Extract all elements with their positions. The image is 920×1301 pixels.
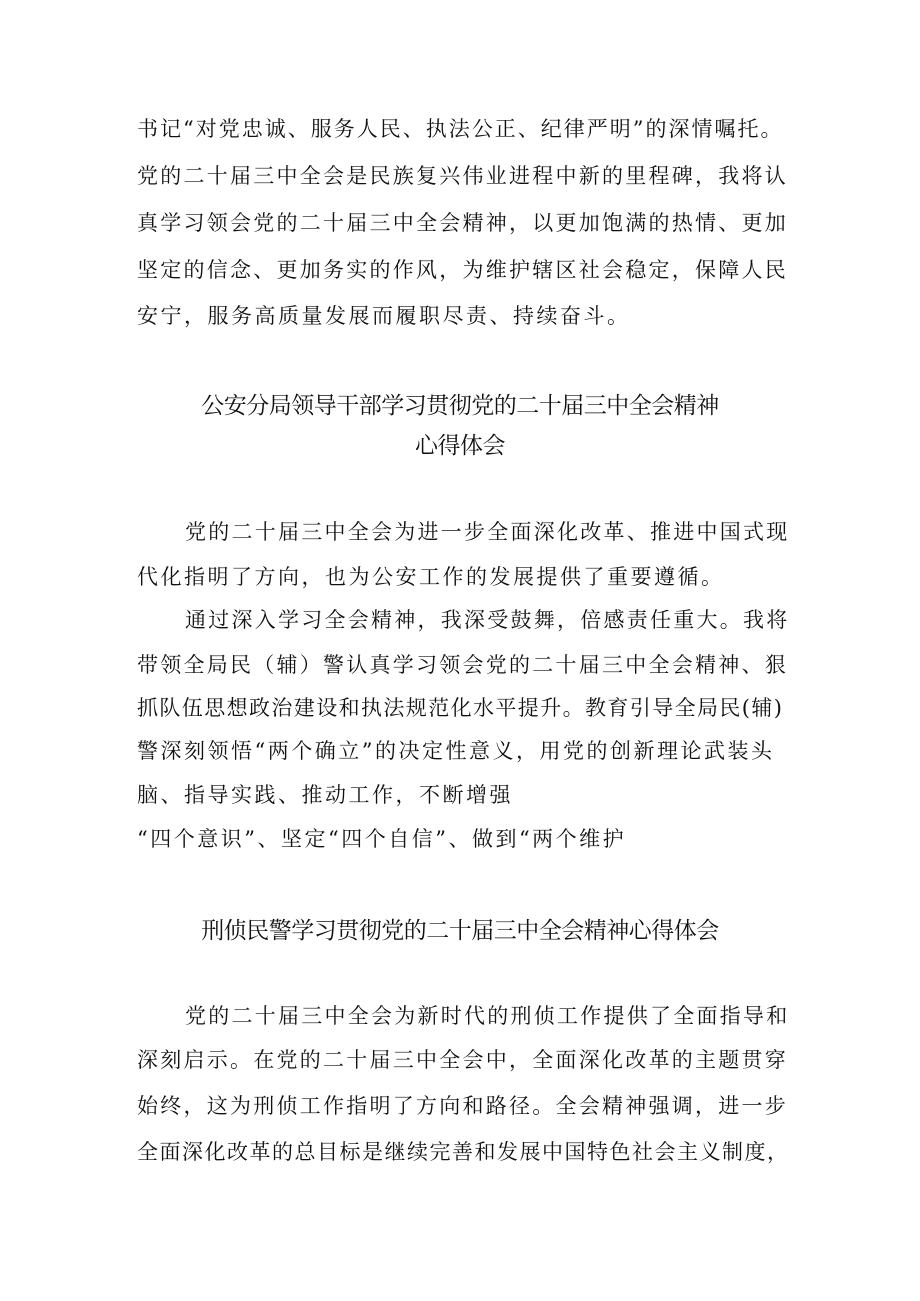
paragraph-line: 脑、指导实践、推动工作，不断增强 — [137, 783, 513, 807]
section-title: 公安分局领导干部学习贯彻党的二十届三中全会精神 — [201, 393, 719, 419]
paragraph-line: 真学习领会党的二十届三中全会精神，以更加饱满的热情、更加 — [137, 211, 788, 235]
paragraph-line: 警深刻领悟“两个确立”的决定性意义，用党的创新理论武装头 — [137, 739, 775, 763]
paragraph-line: 深刻启示。在党的二十届三中全会中，全面深化改革的主题贯穿 — [137, 1048, 788, 1072]
paragraph-line: 党的二十届三中全会为进一步全面深化改革、推进中国式现 — [185, 520, 790, 544]
paragraph-line: 代化指明了方向，也为公安工作的发展提供了重要遵循。 — [137, 565, 725, 589]
paragraph-line: 党的二十届三中全会是民族复兴伟业进程中新的里程碑，我将认 — [137, 164, 788, 188]
paragraph-line: 带领全局民（辅）警认真学习领会党的二十届三中全会精神、狠 — [137, 653, 788, 677]
paragraph-line: 党的二十届三中全会为新时代的刑侦工作提供了全面指导和 — [185, 1004, 790, 1028]
paragraph-line: 全面深化改革的总目标是继续完善和发展中国特色社会主义制度， — [137, 1140, 790, 1164]
paragraph-line: 坚定的信念、更加务实的作风，为维护辖区社会稳定，保障人民 — [137, 258, 788, 282]
paragraph-line: 始终，这为刑侦工作指明了方向和路径。全会精神强调，进一步 — [137, 1094, 788, 1118]
section-title-continued: 心得体会 — [415, 433, 505, 459]
paragraph-line: 通过深入学习全会精神，我深受鼓舞，倍感责任重大。我将 — [185, 608, 790, 632]
paragraph-line: 安宁，服务高质量发展而履职尽责、持续奋斗。 — [137, 304, 631, 328]
section-title: 刑侦民警学习贯彻党的二十届三中全会精神心得体会 — [201, 918, 719, 944]
paragraph-line: “四个意识”、坚定“四个自信”、做到“两个维护 — [137, 827, 627, 851]
paragraph-line: 抓队伍思想政治建设和执法规范化水平提升。教育引导全局民(辅) — [137, 696, 784, 720]
paragraph-line: 书记“对党忠诚、服务人民、执法公正、纪律严明”的深情嘱托。 — [137, 117, 784, 141]
